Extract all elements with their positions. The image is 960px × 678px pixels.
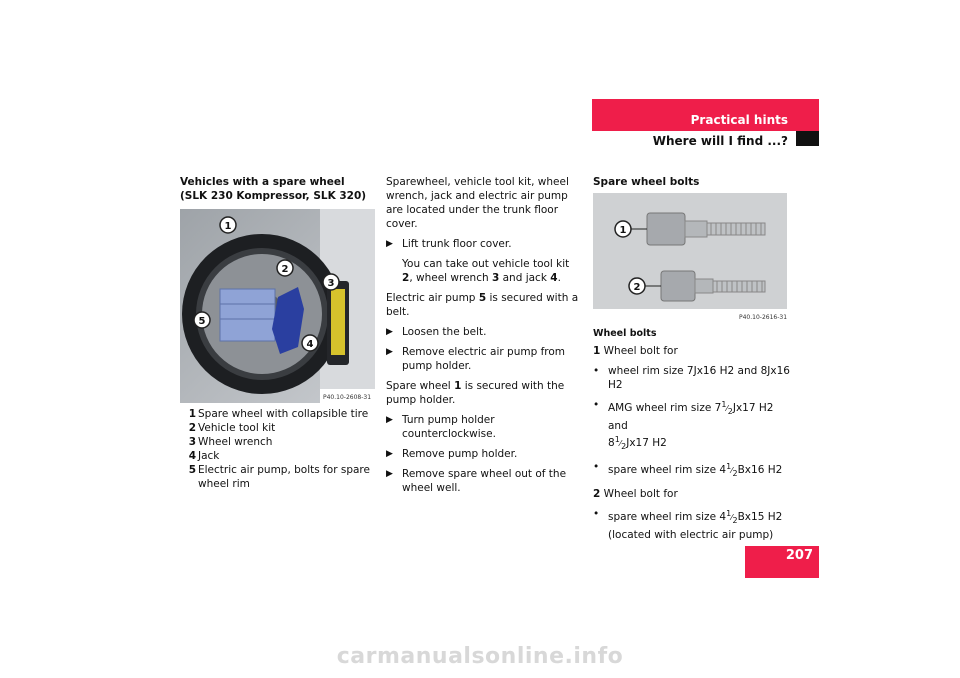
arrow-icon: ▶ — [386, 469, 393, 479]
trunk-photo — [180, 209, 375, 403]
legend-item: 2 Vehicle tool kit — [188, 422, 276, 434]
legend — [180, 407, 375, 491]
bolt-callout-1-label: 1 — [619, 225, 627, 236]
bolts-caption: Wheel bolts — [593, 328, 657, 339]
legend-item: 4 Jack — [188, 450, 220, 462]
legend-item: 3 Wheel wrench — [188, 436, 273, 448]
section-title: Practical hints — [690, 113, 788, 127]
legend-item: 5 Electric air pump, bolts for spare wheel rim — [188, 464, 370, 490]
bolt-callout-2-label: 2 — [633, 282, 641, 293]
fraction: 1⁄2 — [614, 435, 627, 451]
section-subtitle: Where will I find ...? — [652, 134, 788, 148]
bolt-item-1: 1 Wheel bolt for — [593, 345, 678, 357]
bullet: • spare wheel rim size 41⁄2Bx15 H2 (located with electric air pump) — [593, 508, 783, 541]
callout-4-label: 4 — [306, 339, 314, 350]
bullet: • wheel rim size 7Jx16 H2 and 8Jx16 H2 — [593, 365, 790, 391]
bolts-photo — [593, 193, 787, 323]
bullet: • spare wheel rim size 41⁄2Bx16 H2 — [593, 461, 783, 478]
column-wheel-bolts — [593, 175, 793, 542]
callout-5-label: 5 — [198, 316, 206, 327]
legend-item: 1 Spare wheel with collapsible tire — [188, 408, 369, 420]
step: ▶ Turn pump holder counterclockwise. — [386, 414, 496, 440]
pump-paragraph: Electric air pump 5 is secured with a belt. — [386, 292, 579, 318]
note-paragraph: You can take out vehicle tool kit 2, wheel wrench 3 and jack 4. — [402, 258, 570, 284]
intro-paragraph: Sparewheel, vehicle tool kit, wheel wrench, jack and electric air pump are located under the trunk floor cover. — [386, 176, 569, 230]
photo-code: P40.10-2608-31 — [323, 394, 372, 401]
callout-1-label: 1 — [224, 221, 232, 232]
bolts-heading: Spare wheel bolts — [593, 176, 700, 188]
heading-line-2: (SLK 230 Kompressor, SLK 320) — [180, 190, 367, 202]
arrow-icon: ▶ — [386, 347, 393, 357]
heading-line-1: Vehicles with a spare wheel — [180, 176, 345, 188]
arrow-icon: ▶ — [386, 449, 393, 459]
fraction: 1⁄2 — [726, 509, 738, 525]
step: ▶ Remove electric air pump from pump holder. — [386, 346, 566, 372]
bullet: • AMG wheel rim size 71⁄2Jx17 H2 and 81⁄2Jx17 H2 — [593, 399, 774, 451]
callout-2-label: 2 — [281, 264, 289, 275]
bolts-photo-code: P40.10-2616-31 — [739, 314, 787, 321]
step: ▶ Lift trunk floor cover. — [386, 238, 512, 250]
page-number: 207 — [785, 548, 813, 563]
arrow-icon: ▶ — [386, 239, 393, 249]
callout-3-label: 3 — [327, 278, 335, 289]
fraction: 1⁄2 — [726, 462, 738, 478]
spare-wheel-paragraph: Spare wheel 1 is secured with the pump holder. — [386, 380, 565, 406]
bolt-item-2: 2 Wheel bolt for — [593, 488, 678, 500]
arrow-icon: ▶ — [386, 327, 393, 337]
trunk-photo-svg — [180, 209, 375, 403]
bolts-photo-svg — [593, 193, 787, 323]
step: ▶ Remove pump holder. — [386, 448, 518, 460]
column-instructions — [386, 175, 581, 495]
step: ▶ Loosen the belt. — [386, 326, 487, 338]
column-spare-wheel — [180, 175, 375, 491]
fraction: 1⁄2 — [721, 400, 733, 416]
arrow-icon: ▶ — [386, 415, 393, 425]
header-marker — [796, 131, 819, 146]
watermark: carmanualsonline.info — [336, 644, 624, 669]
step: ▶ Remove spare wheel out of the wheel well. — [386, 468, 567, 494]
